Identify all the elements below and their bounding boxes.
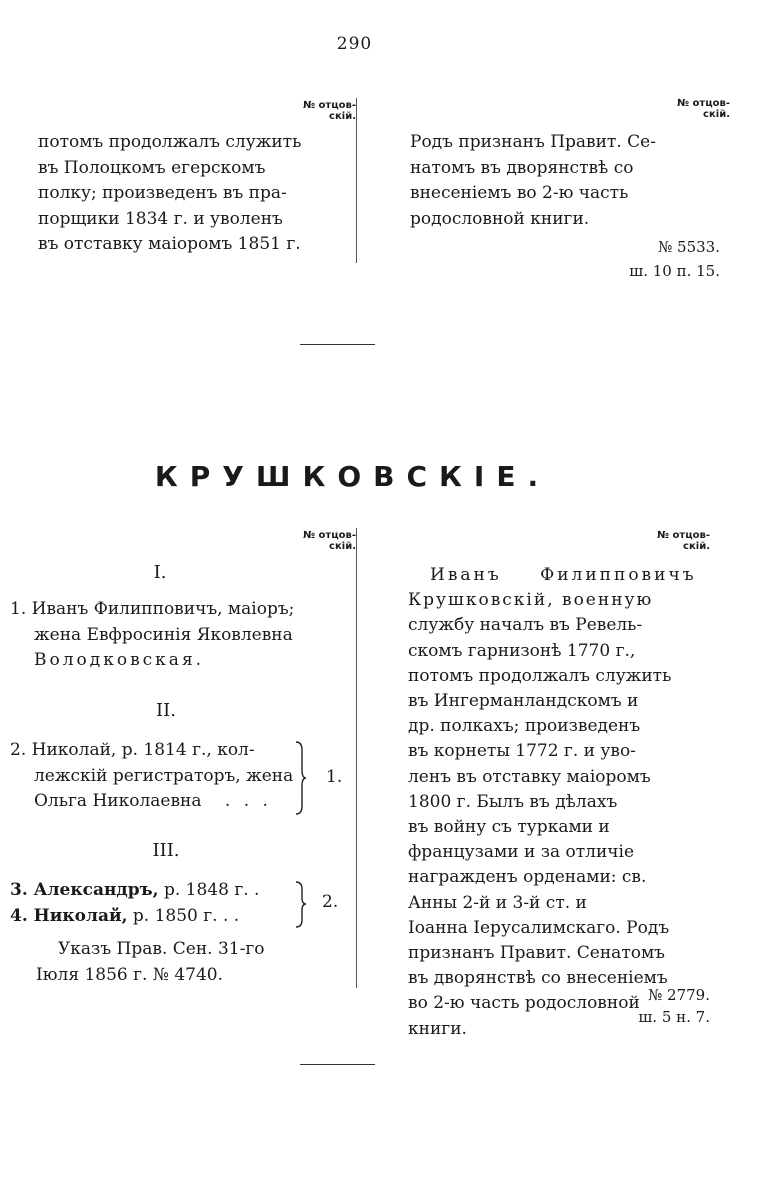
list-item: 3. Александръ, р. 1848 г. . [10, 880, 260, 900]
column-divider [356, 98, 357, 263]
left-column-header: № отцов- скій. [303, 530, 356, 552]
bottom-reference-number: № 2779. [648, 986, 710, 1004]
bottom-reference-location: ш. 5 н. 7. [638, 1008, 710, 1026]
generation-2-heading: II. [156, 700, 176, 721]
column-divider [356, 528, 357, 988]
list-item: 4. Николай, р. 1850 г. . . [10, 905, 240, 926]
top-reference-location: ш. 10 п. 15. [629, 262, 720, 280]
generation-1-heading: I. [153, 562, 167, 583]
generation-2-brace [292, 740, 308, 816]
right-column-header: № отцов- скій. [677, 98, 730, 120]
generation-2-parent-number: 1. [326, 767, 343, 787]
section-divider [300, 344, 375, 345]
generation-3-brace [292, 880, 308, 930]
right-column-header: № отцов- скій. [657, 530, 710, 552]
generation-1-entry: 1. Иванъ Филипповичъ, маіоръ; жена Евфросинія Яковлевна Володковская. [10, 599, 295, 670]
family-title: КРУШКОВСКІЕ. [154, 460, 551, 493]
left-column-header: № отцов- скій. [303, 100, 356, 122]
section-divider [300, 1064, 375, 1065]
generation-3-heading: III. [152, 840, 180, 861]
generation-3-parent-number: 2. [322, 892, 339, 912]
top-left-text: потомъ продолжалъ служить въ Полоцкомъ егерскомъ полку; произведенъ въ пра- порщики 1834 г. и уволенъ въ отставку маіоромъ 1851 г. [38, 132, 302, 254]
generation-2-entry: 2. Николай, р. 1814 г., кол- лежскій регистраторъ, жена Ольга Николаевна . . . [10, 740, 294, 811]
top-right-text: Родъ признанъ Правит. Се- натомъ въ дворянствѣ со внесеніемъ во 2-ю часть родословной книги. [410, 132, 656, 229]
top-reference-number: № 5533. [658, 238, 720, 256]
generation-3-entries [10, 878, 259, 929]
biography-text: Иванъ Филипповичъ Крушковскій, военную службу началъ въ Ревель- скомъ гарнизонѣ 1770 г., потомъ продолжалъ служить въ Ингерманландскомъ и др. полкахъ; произведенъ въ корнеты 1772 г. и уво- ленъ въ отставку маіоромъ 1800 г. Былъ въ дѣлахъ въ войну съ турками и французами и за отличіе награжденъ орденами: св. Анны 2-й и 3-й ст. и Іоанна Іерусалимскаго. Родъ признанъ Правит. Сенатомъ въ дворянствѣ со внесеніемъ во 2-ю часть родословной книги. [408, 565, 697, 1039]
page-number: 290 [336, 34, 373, 54]
decree-reference: Указъ Прав. Сен. 31-го Іюля 1856 г. № 4740. [36, 939, 265, 985]
